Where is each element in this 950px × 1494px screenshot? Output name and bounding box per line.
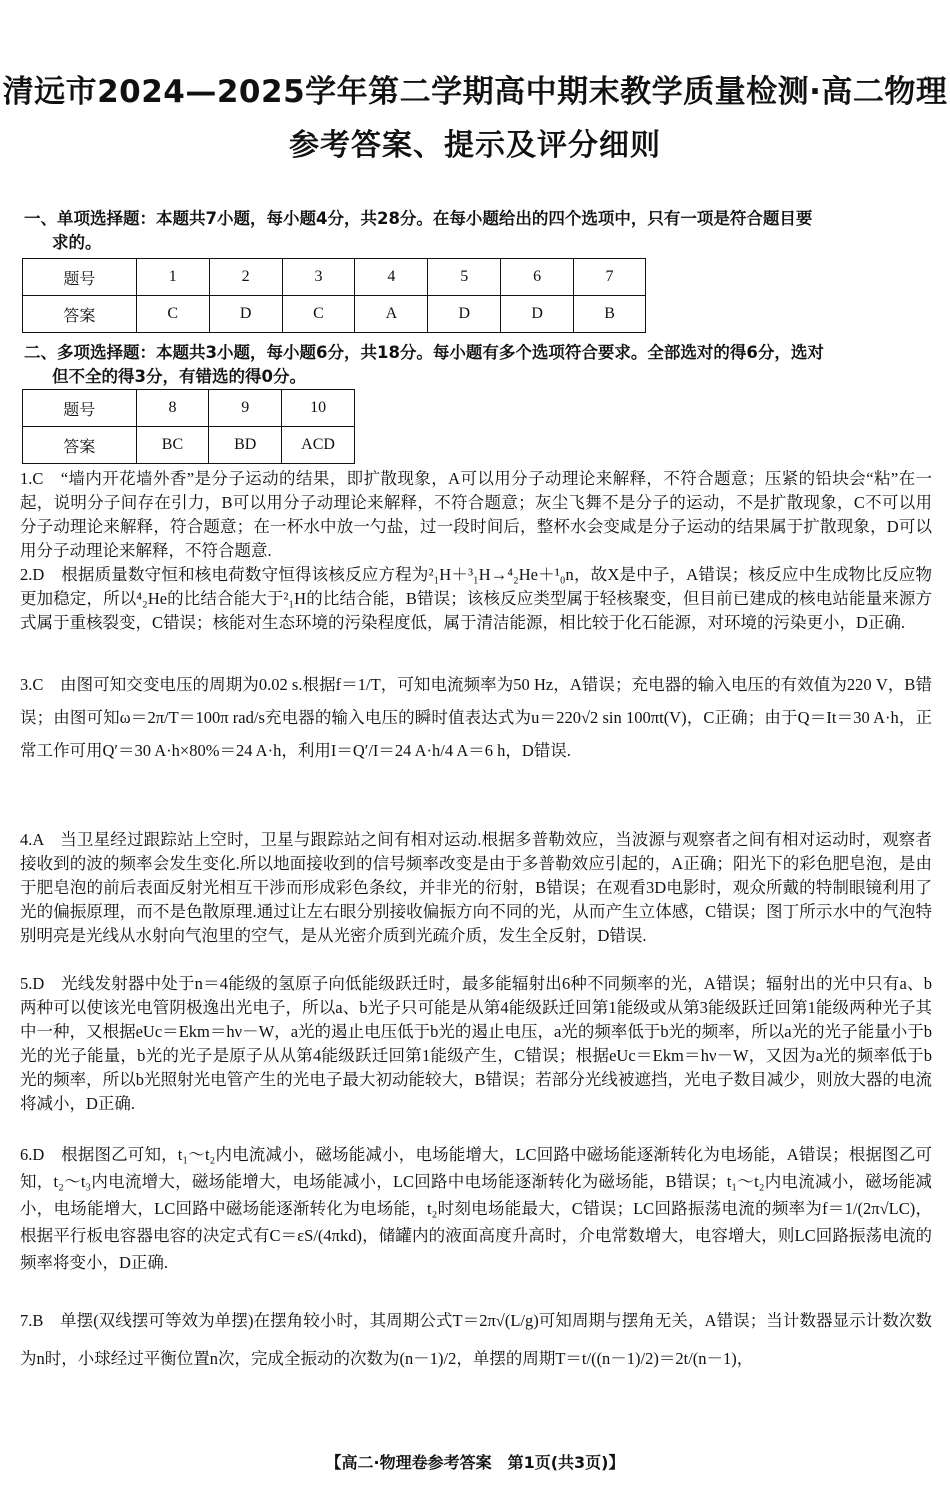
- explanation-6: [20, 1141, 932, 1276]
- question-number: 8: [136, 390, 209, 427]
- question-number: 2: [209, 259, 282, 296]
- section2-heading-line2: 但不全的得3分，有错选的得0分。: [52, 367, 306, 386]
- table-row-answers: [23, 296, 646, 333]
- question-number: 10: [282, 390, 355, 427]
- section1-heading-line2: 求的。: [52, 233, 102, 252]
- answer-cell: BC: [136, 427, 209, 464]
- row-label-answer: 答案: [23, 296, 137, 333]
- page-title: 清远市2024—2025学年第二学期高中期末教学质量检测·高二物理: [2, 74, 948, 110]
- table-row-numbers: [23, 259, 646, 296]
- explanation-4: [20, 828, 932, 948]
- question-number: 7: [574, 259, 646, 296]
- explanation-7: [20, 1302, 932, 1378]
- answer-cell: C: [136, 296, 209, 333]
- answer-cell: B: [574, 296, 646, 333]
- answer-cell: D: [428, 296, 501, 333]
- row-label-answer: 答案: [23, 427, 137, 464]
- answer-cell: A: [355, 296, 428, 333]
- section2-heading-line1: 二、多项选择题：本题共3小题，每小题6分，共18分。每小题有多个选项符合要求。全部选对的得6分，选对: [24, 343, 824, 362]
- explanation-text: 5.D 光线发射器中处于n＝4能级的氢原子向低能级跃迁时，最多能辐射出6种不同频率的光，A错误；辐射出的光中只有a、b两种可以使该光电管阴极逸出光电子，所以a、b光子只可能是从第4能级跃迁回第1能级或从第3能级跃迁回第1能级两种光子其中一种，又根据eUc＝Ekm＝hν－W，a光的遏止电压低于b光的遏止电压，a光的频率低于b光的频率，所以a光的光子能量小于b光的光子能量，b光的光子是原子从从第4能级跃迁回第1能级产生，C错误；根据eUc＝Ekm＝hν－W，又因为a光的频率低于b光的频率，所以b光照射光电管产生的光电子最大初动能较大，B错误；若部分光线被遮挡，光电子数目减少，则放大器的电流将减小，D正确.: [20, 974, 932, 1113]
- explanation-text: 7.B 单摆(双线摆可等效为单摆)在摆角较小时，其周期公式T＝2π√(L/g)可知周期与摆角无关，A错误；当计数器显示计数次数为n时，小球经过平衡位置n次，完成全振动的次数为(n－1)/2，单摆的周期T＝t/((n－1)/2)＝2t/(n－1)，: [20, 1311, 932, 1368]
- question-number: 3: [282, 259, 355, 296]
- question-number: 4: [355, 259, 428, 296]
- question-number: 6: [501, 259, 574, 296]
- explanation-2: [20, 563, 932, 635]
- explanation-3: [20, 668, 932, 767]
- page-subtitle: 参考答案、提示及评分细则: [289, 128, 661, 163]
- section1-answer-table: [22, 258, 646, 333]
- table-row-numbers: [23, 390, 355, 427]
- explanation-1: [20, 467, 932, 563]
- explanation-text: 1.C “墙内开花墙外香”是分子运动的结果，即扩散现象，A可以用分子动理论来解释，不符合题意；压紧的铅块会“粘”在一起，说明分子间存在引力，B可以用分子动理论来解释，不符合题意；灰尘飞舞不是分子的运动，不是扩散现象，C不可以用分子动理论来解释，符合题意；在一杯水中放一勺盐，过一段时间后，整杯水会变咸是分子运动的结果属于扩散现象，D可以用分子动理论来解释，不符合题意.: [20, 469, 932, 560]
- table-row-answers: [23, 427, 355, 464]
- answer-cell: ACD: [282, 427, 355, 464]
- row-label-number: 题号: [23, 259, 137, 296]
- section2-answer-table: [22, 389, 355, 464]
- section1-heading-line1: 一、单项选择题：本题共7小题，每小题4分，共28分。在每小题给出的四个选项中，只有一项是符合题目要: [24, 209, 813, 228]
- explanation-text: 4.A 当卫星经过跟踪站上空时，卫星与跟踪站之间有相对运动.根据多普勒效应，当波源与观察者之间有相对运动时，观察者接收到的波的频率会发生变化.所以地面接收到的信号频率改变是由于多普勒效应引起的，A正确；阳光下的彩色肥皂泡，是由于肥皂泡的前后表面反射光相互干涉而形成彩色条纹，并非光的衍射，B错误；在观看3D电影时，观众所戴的特制眼镜利用了光的偏振原理，而不是色散原理.通过让左右眼分别接收偏振方向不同的光，从而产生立体感，C错误；图丁所示水中的气泡特别明亮是光线从水射向气泡里的空气，是从光密介质到光疏介质，发生全反射，D错误.: [20, 830, 932, 945]
- answer-cell: D: [209, 296, 282, 333]
- explanation-text: 6.D 根据图乙可知，t₁～t₂内电流减小，磁场能减小，电场能增大，LC回路中磁场能逐渐转化为电场能，A错误；根据图乙可知，t₂～t₃内电流增大，磁场能增大，电场能减小，LC回路中电场能逐渐转化为磁场能，B错误；t₁～t₂内电流减小，磁场能减小，电场能增大，LC回路中磁场能逐渐转化为电场能，t₂时刻电场能最大，C错误；LC回路振荡电流的频率为f＝1/(2π√LC)，根据平行板电容器电容的决定式有C＝εS/(4πkd)，储罐内的液面高度升高时，介电常数增大，电容增大，则LC回路振荡电流的频率将变小，D正确.: [20, 1145, 932, 1272]
- question-number: 9: [209, 390, 282, 427]
- row-label-number: 题号: [23, 390, 137, 427]
- section2-heading: [24, 341, 934, 389]
- question-number: 5: [428, 259, 501, 296]
- answer-cell: BD: [209, 427, 282, 464]
- section1-heading: [24, 207, 934, 255]
- answer-cell: D: [501, 296, 574, 333]
- explanation-5: [20, 972, 932, 1116]
- page-footer: 【高二·物理卷参考答案 第1页(共3页)】: [325, 1453, 625, 1472]
- explanation-text: 3.C 由图可知交变电压的周期为0.02 s.根据f＝1/T，可知电流频率为50 Hz，A错误；充电器的输入电压的有效值为220 V，B错误；由图可知ω＝2π/T＝100π rad/s充电器的输入电压的瞬时值表达式为u＝220√2 sin 100πt(V)，C正确；由于Q＝It＝30 A·h，正常工作可用Q′＝30 A·h×80%＝24 A·h，利用I＝Q′/I＝24 A·h/4 A＝6 h，D错误.: [20, 675, 932, 760]
- explanation-text: 2.D 根据质量数守恒和核电荷数守恒得该核反应方程为²₁H＋³₁H→⁴₂He＋¹₀n，故X是中子，A错误；核反应中生成物比反应物更加稳定，所以⁴₂He的比结合能大于²₁H的比结合能，B错误；该核反应类型属于轻核聚变，但目前已建成的核电站能量来源方式属于重核裂变，C错误；核能对生态环境的污染程度低，属于清洁能源，相比较于化石能源，对环境的污染更小，D正确.: [20, 565, 932, 632]
- question-number: 1: [136, 259, 209, 296]
- answer-cell: C: [282, 296, 355, 333]
